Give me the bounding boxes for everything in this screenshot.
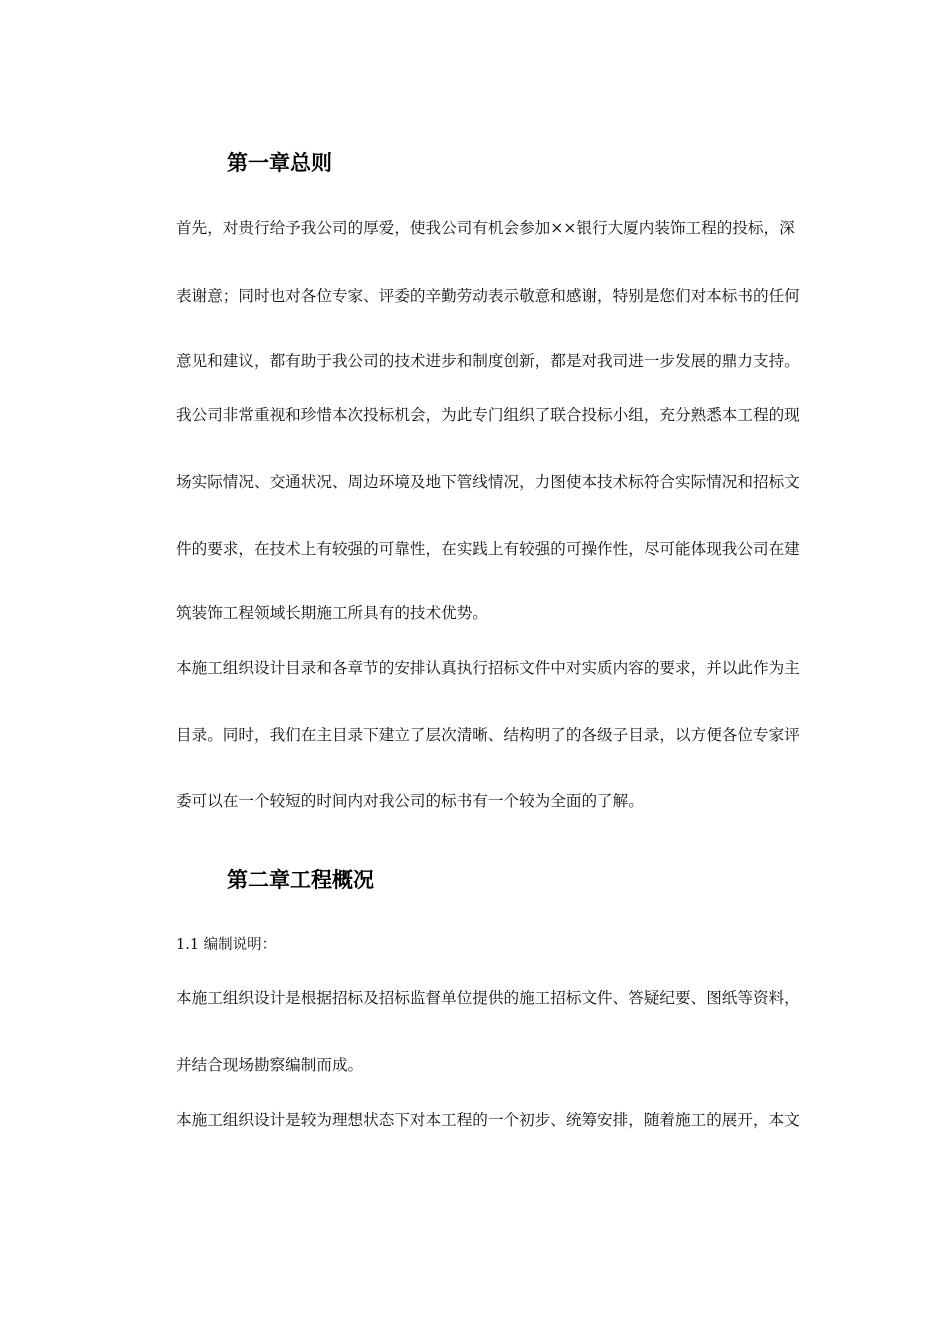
chapter-1-line: 场实际情况、交通状况、周边环境及地下管线情况，力图使本技术标符合实际情况和招标文 — [176, 473, 800, 491]
chapter-1-line: 目录。同时，我们在主目录下建立了层次清晰、结构明了的各级子目录，以方便各位专家评 — [176, 726, 800, 744]
chapter-2-title: 第二章工程概况 — [227, 868, 374, 892]
chapter-1-line: 首先，对贵行给予我公司的厚爱，使我公司有机会参加××银行大厦内装饰工程的投标，深 — [176, 219, 795, 237]
chapter-1-title: 第一章总则 — [227, 151, 332, 175]
chapter-2-line: 本施工组织设计是较为理想状态下对本工程的一个初步、统筹安排，随着施工的展开，本文 — [176, 1111, 800, 1129]
chapter-1-line: 意见和建议，都有助于我公司的技术进步和制度创新，都是对我司进一步发展的鼎力支持。 — [176, 352, 800, 370]
chapter-1-line: 本施工组织设计目录和各章节的安排认真执行招标文件中对实质内容的要求，并以此作为主 — [176, 659, 800, 677]
section-label: 1.1 编制说明： — [176, 937, 277, 953]
chapter-1-line: 件的要求，在技术上有较强的可靠性，在实践上有较强的可操作性，尽可能体现我公司在建 — [176, 540, 800, 558]
chapter-1-line: 委可以在一个较短的时间内对我公司的标书有一个较为全面的了解。 — [176, 792, 644, 810]
chapter-1-line: 表谢意；同时也对各位专家、评委的辛勤劳动表示敬意和感谢，特别是您们对本标书的任何 — [176, 287, 800, 305]
chapter-2-line: 本施工组织设计是根据招标及招标监督单位提供的施工招标文件、答疑纪要、图纸等资料， — [176, 989, 800, 1007]
chapter-1-line: 我公司非常重视和珍惜本次投标机会，为此专门组织了联合投标小组，充分熟悉本工程的现 — [176, 406, 800, 424]
chapter-2-line: 并结合现场勘察编制而成。 — [176, 1056, 364, 1074]
chapter-1-line: 筑装饰工程领域长期施工所具有的技术优势。 — [176, 604, 488, 622]
